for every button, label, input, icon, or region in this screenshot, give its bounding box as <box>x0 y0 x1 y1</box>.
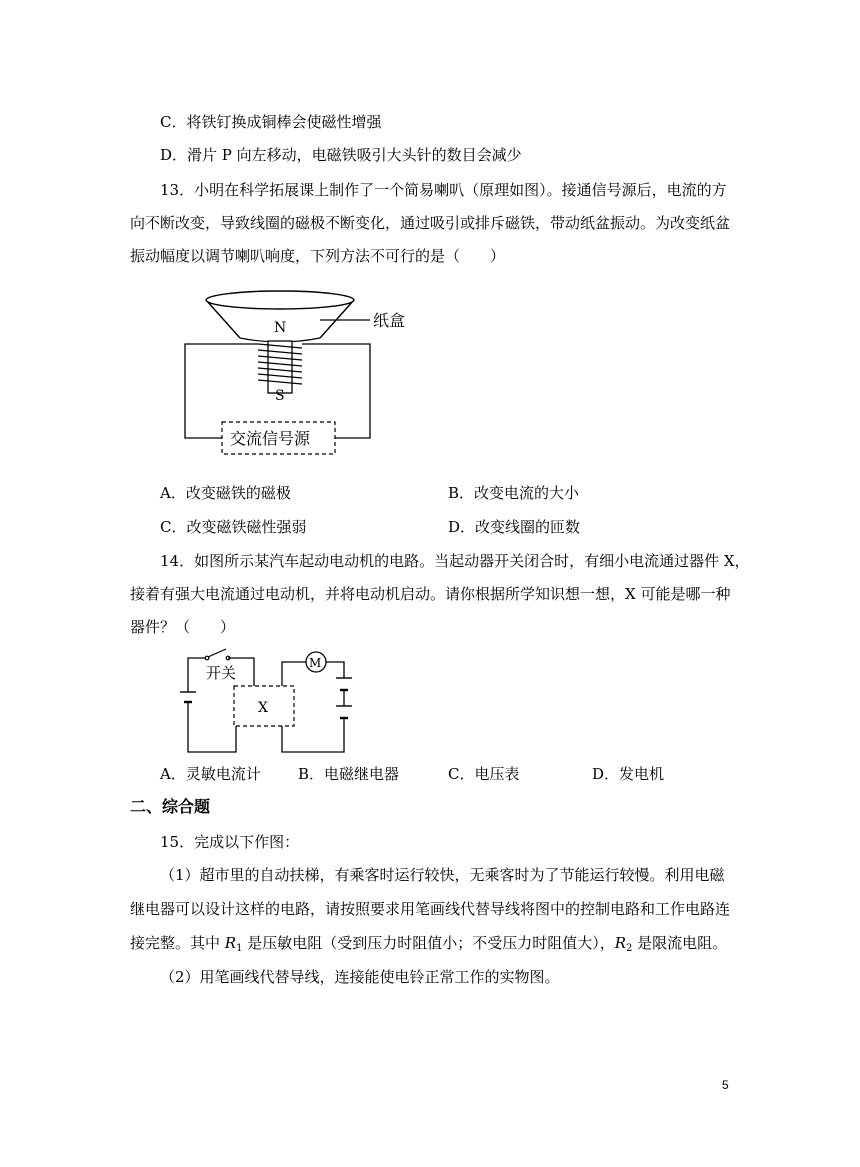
magnet-pole-n: N <box>274 320 287 336</box>
q13-stem-line3: 振动幅度以调节喇叭响度，下列方法不可行的是（ ） <box>130 247 506 265</box>
q14-option-c: C．电压表 <box>448 765 520 783</box>
q15-part1-line1: （1）超市里的自动扶梯，有乘客时运行较快，无乘客时为了节能运行较慢。利用电磁 <box>160 866 725 884</box>
magnet-pole-s: S <box>275 388 285 404</box>
q13-stem-line2: 向不断改变，导致线圈的磁极不断变化，通过吸引或排斥磁铁，带动纸盆振动。为改变纸盆 <box>130 214 731 232</box>
q14-stem-line3: 器件？（ ） <box>130 618 236 636</box>
q15-part1-line2: 继电器可以设计这样的电路，请按照要求用笔画线代替导线将图中的控制电路和工作电路连 <box>130 900 731 918</box>
q15-part2: （2）用笔画线代替导线，连接能使电铃正常工作的实物图。 <box>160 968 560 986</box>
q13-option-a: A．改变磁铁的磁极 <box>160 484 291 502</box>
q14-option-b: B．电磁继电器 <box>298 765 400 783</box>
speaker-cone-rim <box>206 291 354 309</box>
page-number: 5 <box>722 1078 729 1092</box>
section-heading: 二、综合题 <box>130 797 211 816</box>
q15-stem: 15．完成以下作图： <box>160 833 300 851</box>
q14-stem-line2: 接着有强大电流通过电动机，并将电动机启动。请你根据所学知识想一想，X 可能是哪一种 <box>130 585 731 603</box>
q15-part1-line3: 接完整。其中 $R_1$ 是压敏电阻（受到压力时阻值小；不受压力时阻值大），$R_2$ 是限流电阻。 <box>130 934 728 954</box>
q13-speaker-diagram <box>180 286 420 466</box>
q13-option-b: B．改变电流的大小 <box>448 484 580 502</box>
r2-symbol: R <box>614 934 627 952</box>
starter-switch <box>205 649 230 660</box>
q12-option-c: C．将铁钉换成铜棒会使磁性增强 <box>160 113 382 131</box>
motor-label: M <box>309 656 322 670</box>
switch-label: 开关 <box>206 664 237 682</box>
q14-stem-line1: 14．如图所示某汽车起动电动机的电路。当起动器开关闭合时，有细小电流通过器件 X， <box>160 552 750 570</box>
q14-option-d: D．发电机 <box>592 765 665 783</box>
q13-option-d: D．改变线圈的匝数 <box>448 518 581 536</box>
q14-relay-circuit-diagram <box>178 644 368 759</box>
device-x-label: X <box>258 700 268 716</box>
q12-option-d: D．滑片 P 向左移动，电磁铁吸引大头针的数目会减少 <box>160 146 522 164</box>
paper-cone-label: 纸盒 <box>373 311 406 330</box>
r1-symbol: R <box>224 934 237 952</box>
q13-option-c: C．改变磁铁磁性强弱 <box>160 518 307 536</box>
q14-option-a: A．灵敏电流计 <box>160 765 261 783</box>
magnet <box>268 341 292 393</box>
q13-stem-line1: 13．小明在科学拓展课上制作了一个简易喇叭（原理如图）。接通信号源后，电流的方 <box>160 181 727 199</box>
ac-signal-source-label: 交流信号源 <box>230 429 311 448</box>
control-battery <box>180 692 196 702</box>
